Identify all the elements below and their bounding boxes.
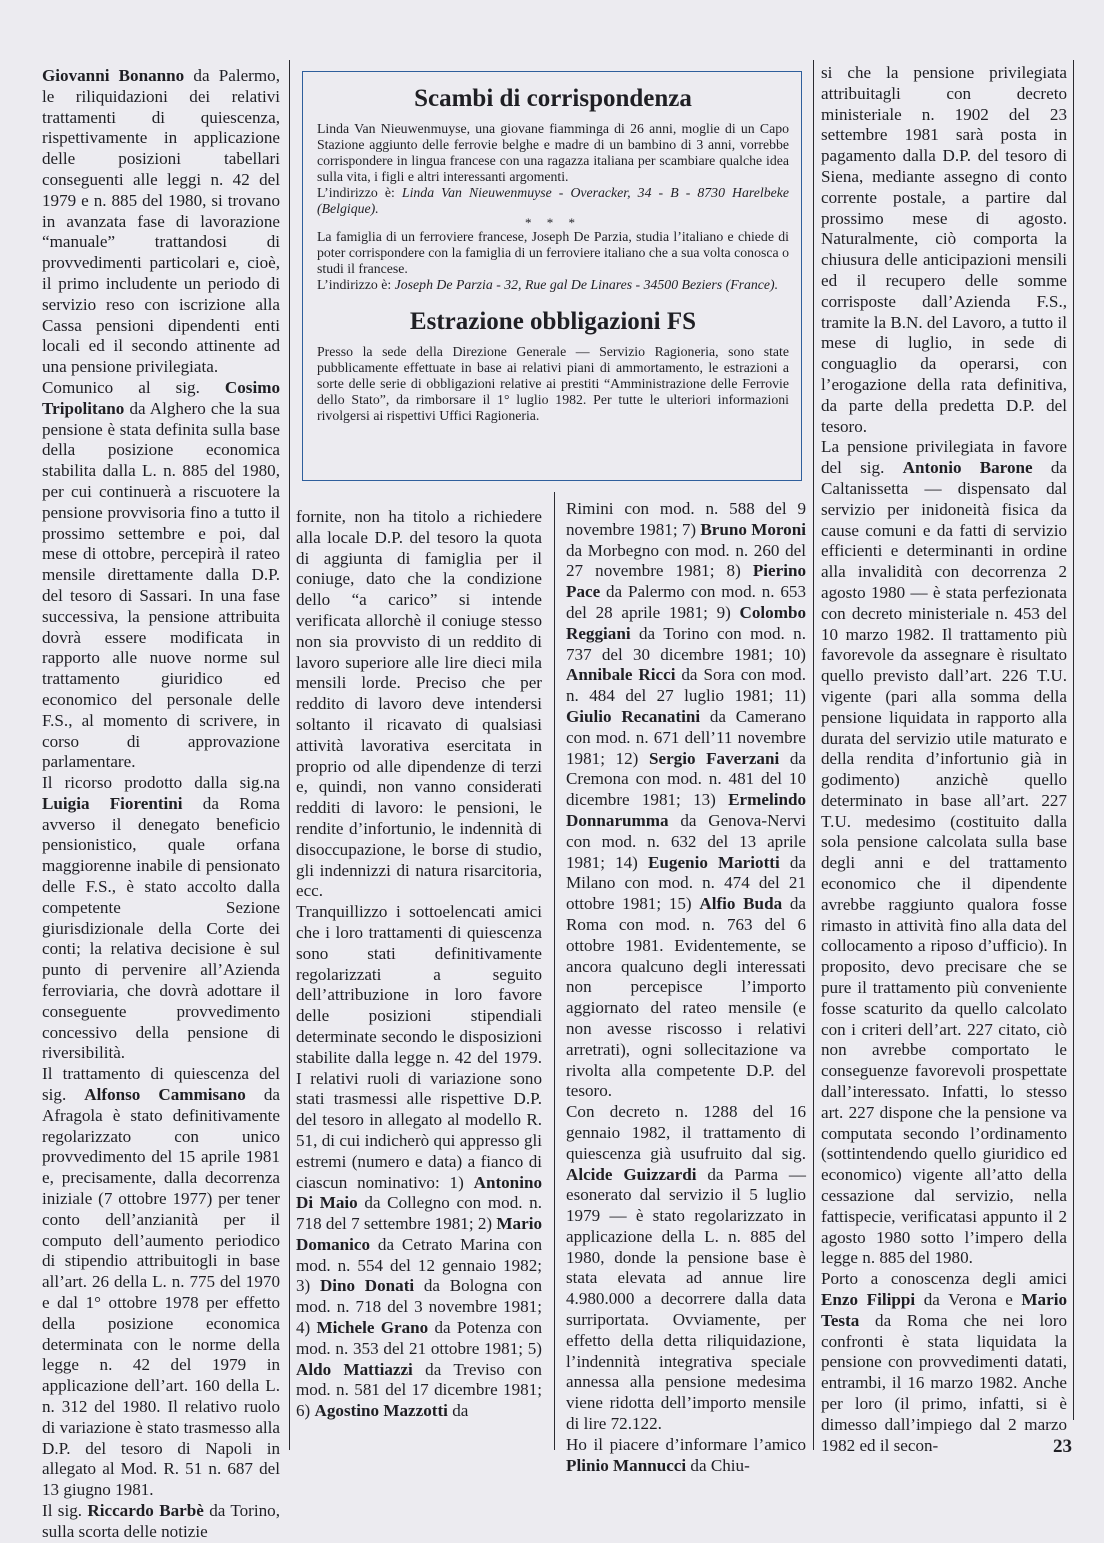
person-name: Antonio Barone: [902, 458, 1033, 478]
person-name: Annibale Ricci: [566, 665, 676, 685]
person-name: Mario Domanico: [296, 1214, 542, 1254]
notice-address: L’indirizzo è: Joseph De Parzia - 32, Rue gal De Linares - 34500 Beziers (France).: [317, 277, 779, 293]
notice-title-obbligazioni: Estrazione obbligazioni FS: [409, 308, 697, 336]
page-number: 23: [1053, 1436, 1072, 1457]
column-rule-1: [289, 60, 290, 1450]
person-name: Alcide Guizzardi: [566, 1164, 697, 1184]
paragraph: Con decreto n. 1288 del 16 gennaio 1982, il trattamento di quiescenza già usufruito dal sig. Alcide Guizzardi da Parma — esonerato dal servizio il 5 luglio 1979 — è stato regolarizzato in applicazione della L. n. 885 del 1980, donde la pensione base è stata elevata ad annue lire 4.980.000 a decorrere dalla data surriportata. Ovviamente, per effetto della detta riliquidazione, l’indennità integrativa speciale annessa alla pensione medesima viene ridotta dell’importo mensile di lire 72.122.: [566, 1102, 807, 1434]
paragraph: Rimini con mod. n. 588 del 9 novembre 1981; 7) Bruno Moroni da Morbegno con mod. n. 260 del 27 novembre 1981; 8) Pierino Pace da Palermo con mod. n. 653 del 28 aprile 1981; 9) Colombo Reggiani da Torino con mod. n. 737 del 30 dicembre 1981; 10) Annibale Ricci da Sora con mod. n. 484 del 27 luglio 1981; 11) Giulio Recanatini da Camerano con mod. n. 671 dell’11 novembre 1981; 12) Sergio Faverzani da Cremona con mod. n. 481 del 10 dicembre 1981; 13) Ermelindo Donnarumma da Genova-Nervi con mod. n. 632 del 13 aprile 1981; 14) Eugenio Mariotti da Milano con mod. n. 474 del 21 ottobre 1981; 15) Alfio Buda da Roma con mod. n. 763 del 6 ottobre 1981. Evidentemente, se ancora qualcuno degli interessati non percepisce l’importo aggiornato del rateo mensile (e non avesse riscosso i relativi arretrati), ogni sollecitazione va rivolta alla competente D.P. del tesoro.: [566, 499, 806, 1101]
person-name: Plinio Mannucci: [566, 1455, 687, 1475]
notice-address: L’indirizzo è: Linda Van Nieuwenmuyse - Overacker, 34 - B - 8730 Harelbeke (Belgique).: [317, 184, 789, 216]
person-name: Dino Donati: [319, 1276, 415, 1296]
article-column-3: [566, 499, 806, 1476]
notice-paragraph: Linda Van Nieuwenmuyse, una giovane fiamminga di 26 anni, moglie di un Capo Stazione aggiunto delle ferrovie belghe e madre di un bambino di 3 anni, vorrebbe corrispondere in lingua francese con una ragazza italiana per scambiare qualche idea sulla vita, i figli e altri interessanti argomenti.: [317, 121, 789, 184]
paragraph: fornite, non ha titolo a richiedere alla locale D.P. del tesoro la quota di aggiunta di famiglia per il coniuge, dato che la condizione dello “a carico” si intende verificata allorchè il coniuge stesso non sia provvisto di un reddito di lavoro superiore alle lire dieci mila mensili lorde. Preciso che per reddito di lavoro deve intendersi soltanto il ricavato di qualsiasi attività lavorativa esercitata in proprio od alle dipendenze di terzi e, quindi, non vanno considerati redditi di lavoro: le pensioni, le rendite d’infortunio, le indennità di disoccupazione, le borse di studio, gli indennizzi di natura risarcitoria, ecc.: [296, 507, 542, 901]
article-column-1: [42, 66, 280, 1543]
person-name: Alfio Buda: [699, 894, 783, 914]
person-name: Antonino Di Maio: [296, 1172, 542, 1213]
paragraph: Porto a conoscenza degli amici Enzo Filippi da Verona e Mario Testa da Roma che nei loro confronti è stata liquidata la pensione con provvedimenti datati, entrambi, il 16 marzo 1982. Anche per loro (il primo, infatti, si è dimesso dall’impiego dal 2 marzo 1982 ed il secon-: [821, 1269, 1067, 1455]
notice-paragraph: Presso la sede della Direzione Generale — Servizio Ragioneria, sono state pubblicamente effettuate in base ai relativi piani di ammortamento, le estrazioni a sorte delle serie di obbligazioni relative ai prestiti “Amministrazione delle Ferrovie dello Stato”, da rimborsare il 1° luglio 1982. Per tutte le ulteriori informazioni rivolgersi ai rispettivi Uffici Ragioneria.: [317, 344, 789, 423]
person-name: Enzo Filippi: [821, 1290, 916, 1310]
person-name: Eugenio Mariotti: [648, 852, 780, 872]
notice-box-content: [317, 84, 789, 424]
person-name: Mario Testa: [821, 1290, 1067, 1330]
paragraph: Comunico al sig. Cosimo Tripolitano da Alghero che la sua pensione è stata definita sulla base della posizione economica stabilita dalla L. n. 885 del 1980, per cui continuerà a riscuotere la pensione provvisoria fino a tutto il prossimo settembre e poi, dal mese di ottobre, percepirà il rateo mensile direttamente dalla D.P. del tesoro di Sassari. In una fase successiva, la pensione attribuita dovrà essere modificata in rapporto alle nuove norme sul trattamento giuridico ed economico del personale delle F.S., al momento di scrivere, in corso di approvazione parlamentare.: [42, 377, 280, 772]
column-rule-2: [554, 492, 555, 1450]
paragraph: si che la pensione privilegiata attribuitagli con decreto ministeriale n. 1902 del 23 settembre 1981 sarà posta in pagamento dalla D.P. del tesoro di Siena, mediante assegno di conto corrente postale, a partire dal prossimo mese di agosto. Naturalmente, ciò comporta la chiusura delle anticipazioni mensili ed il recupero delle somme corrisposte dall’Azienda F.S., tramite la B.N. del Lavoro, a tutto il mese di luglio, in sede di conguaglio da operarsi, con l’erogazione della rata definitiva, da parte della predetta D.P. del tesoro.: [821, 63, 1067, 436]
person-name: Colombo Reggiani: [566, 602, 806, 643]
person-name: Pierino Pace: [566, 561, 806, 602]
column-rule-3: [813, 60, 814, 1450]
person-name: Alfonso Cammisano: [84, 1085, 246, 1105]
person-name: Ermelindo Donnarumma: [566, 790, 806, 830]
person-name: Michele Grano: [316, 1318, 429, 1338]
person-name: Cosimo Tripolitano: [42, 377, 280, 418]
paragraph: Il sig. Riccardo Barbè da Torino, sulla scorta delle notizie: [42, 1500, 280, 1541]
paragraph: Il trattamento di quiescenza del sig. Alfonso Cammisano da Afragola è stato definitivamente regolarizzato con unico provvedimento del 15 aprile 1981 e, precisamente, dalla decorrenza iniziale (7 ottobre 1977) per tener conto dell’anzianità per il computo dell’aumento periodico di stipendio attribuitogli in base all’art. 26 della L. n. 775 del 1970 e dal 1° ottobre 1978 per effetto della posizione economica determinata con le norme della legge n. 42 del 1979 in applicazione dell’art. 160 della L. n. 312 del 1980. Il relativo ruolo di variazione è stato trasmesso alla D.P. del tesoro di Napoli in allegato al Mod. R. 51 n. 687 del 13 giugno 1981.: [42, 1064, 280, 1500]
column-rule-4: [1073, 60, 1074, 1420]
paragraph: Tranquillizzo i sottoelencati amici che i loro trattamenti di quiescenza sono stati definitivamente regolarizzati a seguito dell’attribuzione in loro favore delle posizioni stipendiali determinate secondo le disposizioni stabilite dalla legge n. 42 del 1979. I relativi ruoli di variazione sono stati trasmessi alle rispettive D.P. del tesoro in allegato al modello R. 51, di cui indicherò qui appresso gli estremi (numero e data) a fianco di ciascun nominativo: 1) Antonino Di Maio da Collegno con mod. n. 718 del 7 settembre 1981; 2) Mario Domanico da Cetrato Marina con mod. n. 554 del 12 gennaio 1982; 3) Dino Donati da Bologna con mod. n. 718 del 3 novembre 1981; 4) Michele Grano da Potenza con mod. n. 353 del 21 ottobre 1981; 5) Aldo Mattiazzi da Treviso con mod. n. 581 del 17 dicembre 1981; 6) Agostino Mazzotti da: [296, 902, 542, 1421]
person-name: Aldo Mattiazzi: [296, 1359, 413, 1379]
person-name: Luigia Fiorentini: [42, 793, 183, 813]
paragraph: Ho il piacere d’informare l’amico Plinio Mannucci da Chiu-: [566, 1434, 806, 1475]
person-name: Bruno Moroni: [700, 519, 806, 539]
article-column-4: [821, 63, 1067, 1456]
person-name: Giovanni Bonanno: [42, 66, 185, 85]
separator-stars: * * *: [525, 215, 581, 231]
paragraph: La pensione privilegiata in favore del sig. Antonio Barone da Caltanissetta — dispensato dal servizio per inidoneità fisica da cause comuni e da fatti di servizio efficienti e determinanti in ordine alla invalidità con decorrenza 2 agosto 1980 — è stata perfezionata con decreto ministeriale n. 453 del 10 marzo 1982. Il trattamento più favorevole da assegnare è risultato quello previsto dall’art. 226 T.U. vigente (pari alla somma della pensione liquidata in rapporto alla durata del servizio utile maturato e della rendita d’infortunio già in godimento) anzichè quello determinato in base all’art. 227 T.U. medesimo (costituito dalla sola pensione calcolata sulla base degli anni e del trattamento economico che il dipendente avrebbe raggiunto qualora fosse rimasto in attività fino alla data del collocamento a riposo d’ufficio). In proposito, devo precisare che se pure il trattamento più conveniente fosse scaturito da quello calcolato con i criteri dell’art. 227 citato, ciò non avrebbe comportato le conseguenze favorevoli prospettate dall’interessato. Infatti, lo stesso art. 227 dispone che la pensione va computata secondo l’ordinamento (sottintendendo quello giuridico ed economico) vigente all’atto della cessazione dal servizio, nella fattispecie, verificatasi appunto il 2 agosto 1980 sotto l’impero della legge n. 885 del 1980.: [821, 437, 1067, 1268]
person-name: Sergio Faverzani: [648, 748, 780, 768]
paragraph: Giovanni Bonanno da Palermo, le riliquidazioni dei relativi trattamenti di quiescenza, rispettivamente in applicazione delle posizioni tabellari conseguenti alle leggi n. 42 del 1979 e n. 885 del 1980, si trovano in avanzata fase di lavorazione “manuale” trattandosi di provvedimenti particolari e, cioè, il primo includente un periodo di servizio reso con iscrizione alla Cassa pensioni dipendenti enti locali ed il secondo attinente ad una pensione privilegiata.: [42, 66, 280, 377]
notice-paragraph: La famiglia di un ferroviere francese, Joseph De Parzia, studia l’italiano e chiede di poter corrispondere con la famiglia di un ferroviere italiano che a sua volta conosca o studi il francese.: [317, 229, 789, 277]
person-name: Riccardo Barbè: [87, 1500, 204, 1520]
person-name: Agostino Mazzotti: [314, 1401, 448, 1421]
person-name: Giulio Recanatini: [566, 706, 701, 726]
article-column-2: [296, 507, 542, 1422]
paragraph: Il ricorso prodotto dalla sig.na Luigia Fiorentini da Roma avverso il denegato beneficio pensionistico, quale orfana maggiorenne inabile di pensionato delle F.S., è stato accolto dalla competente Sezione giurisdizionale della Corte dei conti; la relativa decisione è sul punto di pervenire all’Azienda ferroviaria, che dovrà adottare il conseguente provvedimento concessivo della pensione di riversibilità.: [42, 773, 280, 1063]
notice-title-corrispondenza: Scambi di corrispondenza: [414, 85, 692, 112]
